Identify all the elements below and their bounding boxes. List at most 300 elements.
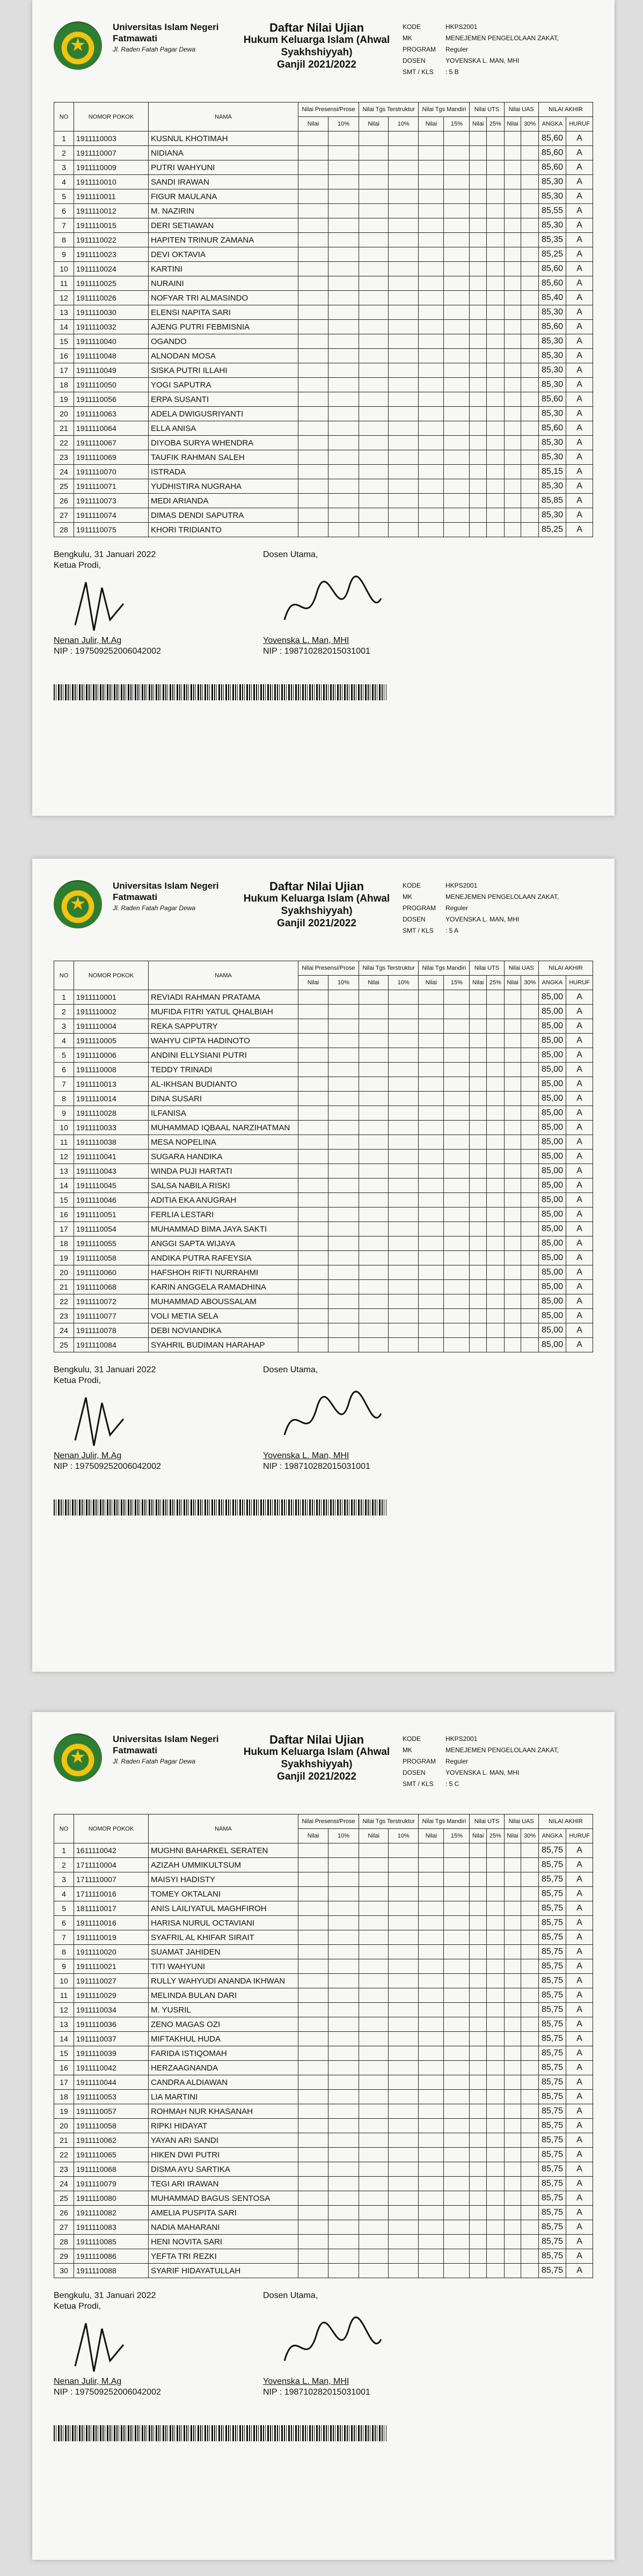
meta-row [403, 55, 559, 67]
cell-huruf: A [566, 1901, 593, 1916]
cell-component-score [419, 247, 444, 262]
table-row [54, 494, 593, 508]
cell-nama: SANDI IRAWAN [149, 175, 298, 189]
cell-component-score [359, 1988, 389, 2003]
cell-component-score [359, 218, 389, 233]
cell-component-score [521, 494, 538, 508]
cell-component-score [470, 1106, 487, 1121]
cell-component-score [444, 2148, 470, 2162]
cell-component-score [487, 508, 504, 523]
cell-component-score [521, 1251, 538, 1265]
cell-component-score [419, 1179, 444, 1193]
cell-component-score [359, 436, 389, 450]
cell-component-score [487, 2017, 504, 2032]
cell-component-score [298, 1222, 328, 1236]
sub-percent: 15% [444, 117, 470, 131]
cell-component-score [359, 1208, 389, 1222]
cell-component-score [444, 2220, 470, 2235]
cell-component-score [389, 465, 419, 479]
cell-component-score [487, 2206, 504, 2220]
cell-huruf: A [566, 378, 593, 392]
cell-component-score [389, 1872, 419, 1887]
cell-component-score [359, 305, 389, 320]
cell-component-score [328, 175, 359, 189]
cell-component-score [419, 2017, 444, 2032]
cell-nim: 1911110032 [74, 320, 149, 334]
cell-angka: 85,75 [538, 2264, 566, 2278]
table-row [54, 436, 593, 450]
university-address: Jl. Raden Fatah Pagar Dewa [113, 904, 196, 912]
cell-component-score [389, 1005, 419, 1019]
cell-nama: HERZAAGNANDA [149, 2061, 298, 2075]
cell-no: 13 [54, 305, 74, 320]
cell-component-score [298, 523, 328, 537]
cell-angka: 85,00 [538, 1294, 566, 1309]
cell-no: 21 [54, 421, 74, 436]
cell-nim: 1911110001 [74, 990, 149, 1005]
cell-nim: 1911110051 [74, 1208, 149, 1222]
cell-no: 18 [54, 2090, 74, 2104]
cell-angka: 85,75 [538, 1901, 566, 1916]
cell-component-score [328, 2119, 359, 2133]
cell-component-score [328, 378, 359, 392]
cell-component-score [419, 218, 444, 233]
cell-component-score [444, 2235, 470, 2249]
cell-no: 1 [54, 990, 74, 1005]
cell-angka: 85,00 [538, 1280, 566, 1294]
cell-component-score [470, 1077, 487, 1092]
cell-component-score [298, 1251, 328, 1265]
cell-component-score [359, 1338, 389, 1352]
cell-component-score [419, 1338, 444, 1352]
cell-component-score [444, 392, 470, 407]
cell-angka: 85,60 [538, 421, 566, 436]
cell-no: 12 [54, 2003, 74, 2017]
cell-component-score [521, 1887, 538, 1901]
cell-component-score [419, 1309, 444, 1323]
cell-component-score [389, 1193, 419, 1208]
cell-component-score [487, 175, 504, 189]
meta-row [403, 903, 559, 914]
cell-nim: 1911110056 [74, 392, 149, 407]
cell-nama: KARTINI [149, 262, 298, 276]
table-row [54, 450, 593, 465]
meta-key: SMT / KLS [403, 68, 434, 76]
cell-component-score [359, 1974, 389, 1988]
cell-component-score [470, 2162, 487, 2177]
cell-component-score [470, 218, 487, 233]
cell-component-score [298, 189, 328, 204]
cell-component-score [419, 2032, 444, 2046]
cell-component-score [298, 407, 328, 421]
cell-component-score [298, 291, 328, 305]
cell-component-score [470, 1294, 487, 1309]
cell-component-score [444, 320, 470, 334]
cell-component-score [444, 1265, 470, 1280]
cell-component-score [298, 1974, 328, 1988]
table-row [54, 189, 593, 204]
grade-sheet-5b [32, 0, 615, 816]
cell-huruf: A [566, 175, 593, 189]
cell-component-score [487, 436, 504, 450]
cell-component-score [328, 2220, 359, 2235]
star-icon: ★ [69, 1747, 86, 1767]
cell-component-score [470, 175, 487, 189]
col-akhir: NILAI AKHIR [538, 1814, 593, 1829]
cell-component-score [470, 1265, 487, 1280]
cell-component-score [470, 523, 487, 537]
cell-component-score [419, 1150, 444, 1164]
document-title [231, 21, 403, 71]
cell-component-score [470, 1916, 487, 1930]
cell-component-score [359, 320, 389, 334]
cell-component-score [389, 1251, 419, 1265]
cell-angka: 85,75 [538, 2032, 566, 2046]
cell-component-score [504, 276, 521, 291]
cell-component-score [444, 2090, 470, 2104]
table-row [54, 421, 593, 436]
sub-nilai: Nilai [470, 1829, 487, 1843]
cell-component-score [521, 2046, 538, 2061]
cell-component-score [328, 1019, 359, 1034]
cell-nim: 1911110080 [74, 2191, 149, 2206]
cell-component-score [419, 436, 444, 450]
cell-component-score [389, 2177, 419, 2191]
table-row [54, 465, 593, 479]
col-presensi: Nilai Presensi/Prose [298, 103, 359, 117]
cell-component-score [328, 262, 359, 276]
title-line-3: Ganjil 2021/2022 [277, 918, 356, 929]
sub-nilai: Nilai [419, 1829, 444, 1843]
course-meta [403, 880, 559, 936]
header-row [54, 1814, 593, 1829]
cell-component-score [444, 189, 470, 204]
cell-component-score [470, 291, 487, 305]
cell-component-score [504, 479, 521, 494]
cell-component-score [298, 1092, 328, 1106]
cell-nama: HARISA NURUL OCTAVIANI [149, 1916, 298, 1930]
cell-component-score [470, 349, 487, 363]
cell-component-score [487, 1858, 504, 1872]
cell-component-score [389, 131, 419, 146]
cell-huruf: A [566, 990, 593, 1005]
cell-component-score [419, 392, 444, 407]
cell-huruf: A [566, 1077, 593, 1092]
dosen-name: Yovenska L. Man, MHI [263, 636, 349, 645]
cell-nim: 1911110038 [74, 1135, 149, 1150]
col-nim: NOMOR POKOK [74, 961, 149, 990]
cell-component-score [298, 1048, 328, 1063]
cell-nama: TAUFIK RAHMAN SALEH [149, 450, 298, 465]
cell-angka: 85,30 [538, 334, 566, 349]
cell-nim: 1911110063 [74, 407, 149, 421]
cell-nim: 1911110085 [74, 2235, 149, 2249]
meta-value: Reguler [445, 46, 469, 53]
table-row [54, 320, 593, 334]
table-row [54, 1106, 593, 1121]
cell-nim: 1611110042 [74, 1843, 149, 1858]
cell-component-score [389, 421, 419, 436]
cell-component-score [521, 1323, 538, 1338]
cell-nim: 1911110009 [74, 160, 149, 175]
cell-no: 7 [54, 1077, 74, 1092]
cell-no: 12 [54, 291, 74, 305]
cell-nim: 1911110026 [74, 291, 149, 305]
cell-component-score [504, 2235, 521, 2249]
cell-component-score [444, 233, 470, 247]
dosen-nip: NIP : 198710282015031001 [263, 647, 370, 656]
table-row [54, 407, 593, 421]
cell-component-score [444, 1309, 470, 1323]
cell-component-score [470, 2264, 487, 2278]
cell-component-score [389, 1988, 419, 2003]
cell-component-score [389, 1092, 419, 1106]
cell-nim: 1911110055 [74, 1236, 149, 1251]
table-row [54, 1843, 593, 1858]
dosen-nip: NIP : 198710282015031001 [263, 1462, 370, 1471]
cell-component-score [328, 363, 359, 378]
sub-nilai: Nilai [298, 976, 328, 990]
cell-component-score [504, 2119, 521, 2133]
cell-nama: DIMAS DENDI SAPUTRA [149, 508, 298, 523]
university-address: Jl. Raden Fatah Pagar Dewa [113, 1758, 196, 1765]
cell-component-score [359, 1048, 389, 1063]
cell-component-score [470, 131, 487, 146]
cell-angka: 85,75 [538, 2061, 566, 2075]
cell-nim: 1911110027 [74, 1974, 149, 1988]
cell-huruf: A [566, 1193, 593, 1208]
cell-component-score [521, 1063, 538, 1077]
cell-component-score [328, 204, 359, 218]
cell-nim: 1911110054 [74, 1222, 149, 1236]
cell-component-score [298, 1945, 328, 1959]
cell-component-score [298, 508, 328, 523]
cell-component-score [389, 291, 419, 305]
table-row [54, 1179, 593, 1193]
cell-angka: 85,30 [538, 218, 566, 233]
cell-component-score [504, 1309, 521, 1323]
cell-component-score [359, 2264, 389, 2278]
cell-angka: 85,25 [538, 247, 566, 262]
cell-nim: 1911110078 [74, 1323, 149, 1338]
cell-component-score [328, 523, 359, 537]
meta-row [403, 1733, 559, 1745]
title-line-3: Ganjil 2021/2022 [277, 59, 356, 70]
document-title [231, 880, 403, 930]
cell-nim: 1911110075 [74, 523, 149, 537]
cell-nim: 1911110064 [74, 421, 149, 436]
cell-huruf: A [566, 1959, 593, 1974]
cell-component-score [359, 2177, 389, 2191]
cell-component-score [359, 1092, 389, 1106]
grades-table [54, 1814, 593, 2278]
cell-component-score [470, 1988, 487, 2003]
sub-huruf: HURUF [566, 117, 593, 131]
cell-nama: FIGUR MAULANA [149, 189, 298, 204]
cell-angka: 85,15 [538, 465, 566, 479]
cell-component-score [419, 2003, 444, 2017]
cell-component-score [419, 131, 444, 146]
cell-nim: 1911110040 [74, 334, 149, 349]
cell-component-score [444, 349, 470, 363]
cell-component-score [470, 2061, 487, 2075]
cell-no: 7 [54, 218, 74, 233]
barcode [54, 684, 386, 700]
cell-angka: 85,00 [538, 1121, 566, 1135]
cell-component-score [521, 523, 538, 537]
sub-nilai: Nilai [470, 976, 487, 990]
cell-component-score [328, 2017, 359, 2032]
cell-component-score [298, 450, 328, 465]
cell-component-score [470, 363, 487, 378]
cell-component-score [444, 465, 470, 479]
cell-huruf: A [566, 1974, 593, 1988]
cell-component-score [389, 1034, 419, 1048]
cell-component-score [389, 2191, 419, 2206]
cell-component-score [487, 1338, 504, 1352]
cell-nama: KUSNUL KHOTIMAH [149, 131, 298, 146]
cell-component-score [328, 1887, 359, 1901]
cell-nim: 1911110045 [74, 1179, 149, 1193]
cell-component-score [359, 2206, 389, 2220]
meta-value: : 5 A [445, 927, 459, 934]
cell-component-score [521, 1106, 538, 1121]
cell-component-score [470, 2235, 487, 2249]
cell-component-score [504, 1164, 521, 1179]
cell-component-score [328, 334, 359, 349]
cell-huruf: A [566, 479, 593, 494]
cell-component-score [444, 218, 470, 233]
col-tugas: Nilai Tgs Terstruktur [359, 103, 419, 117]
cell-component-score [359, 1063, 389, 1077]
cell-component-score [504, 1005, 521, 1019]
cell-nama: DEVI OKTAVIA [149, 247, 298, 262]
cell-component-score [521, 392, 538, 407]
cell-nama: ANGGI SAPTA WIJAYA [149, 1236, 298, 1251]
cell-component-score [389, 1887, 419, 1901]
cell-component-score [328, 450, 359, 465]
cell-component-score [419, 334, 444, 349]
cell-angka: 85,75 [538, 2104, 566, 2119]
cell-nama: MUHAMMAD BAGUS SENTOSA [149, 2191, 298, 2206]
col-nama: NAMA [149, 103, 298, 131]
cell-component-score [298, 1294, 328, 1309]
cell-component-score [521, 1236, 538, 1251]
dosen-label: Dosen Utama, [263, 550, 318, 559]
cell-nim: 1911110010 [74, 175, 149, 189]
cell-component-score [328, 1208, 359, 1222]
cell-no: 4 [54, 175, 74, 189]
cell-component-score [298, 2235, 328, 2249]
cell-component-score [328, 1179, 359, 1193]
cell-component-score [444, 2119, 470, 2133]
cell-component-score [359, 1309, 389, 1323]
cell-huruf: A [566, 146, 593, 160]
cell-component-score [504, 2162, 521, 2177]
sub-huruf: HURUF [566, 976, 593, 990]
cell-no: 25 [54, 1338, 74, 1352]
cell-component-score [359, 2003, 389, 2017]
cell-component-score [419, 1048, 444, 1063]
cell-component-score [444, 1974, 470, 1988]
cell-no: 20 [54, 2119, 74, 2133]
meta-value: YOVENSKA L. MAN, MHI [445, 57, 520, 64]
sub-nilai: Nilai [419, 117, 444, 131]
cell-component-score [298, 146, 328, 160]
cell-no: 10 [54, 262, 74, 276]
cell-component-score [298, 1179, 328, 1193]
cell-angka: 85,75 [538, 2148, 566, 2162]
cell-component-score [504, 1872, 521, 1887]
cell-component-score [470, 146, 487, 160]
cell-nim: 1911110016 [74, 1916, 149, 1930]
cell-component-score [470, 1843, 487, 1858]
cell-huruf: A [566, 1988, 593, 2003]
meta-key: SMT / KLS [403, 1780, 434, 1788]
cell-nama: NOFYAR TRI ALMASINDO [149, 291, 298, 305]
cell-component-score [521, 2148, 538, 2162]
cell-component-score [470, 2075, 487, 2090]
cell-component-score [298, 349, 328, 363]
col-mandiri: Nilai Tgs Mandiri [419, 103, 470, 117]
cell-huruf: A [566, 233, 593, 247]
cell-component-score [521, 2162, 538, 2177]
sub-percent: 10% [389, 976, 419, 990]
cell-component-score [419, 1872, 444, 1887]
cell-component-score [504, 1959, 521, 1974]
cell-nim: 1911110065 [74, 2148, 149, 2162]
cell-component-score [419, 1974, 444, 1988]
cell-component-score [328, 1858, 359, 1872]
cell-component-score [328, 1338, 359, 1352]
cell-component-score [521, 334, 538, 349]
cell-nim: 1911110008 [74, 1063, 149, 1077]
meta-value: HKPS2001 [445, 882, 478, 889]
title-line-1: Daftar Nilai Ujian [269, 880, 364, 893]
cell-component-score [487, 2104, 504, 2119]
cell-component-score [328, 1294, 359, 1309]
cell-component-score [444, 2264, 470, 2278]
cell-huruf: A [566, 1916, 593, 1930]
cell-component-score [504, 2003, 521, 2017]
cell-component-score [470, 1092, 487, 1106]
cell-component-score [359, 131, 389, 146]
cell-component-score [389, 189, 419, 204]
cell-component-score [328, 2032, 359, 2046]
cell-angka: 85,35 [538, 233, 566, 247]
cell-nama: SALSA NABILA RISKI [149, 1179, 298, 1193]
cell-component-score [389, 1048, 419, 1063]
cell-component-score [298, 218, 328, 233]
cell-component-score [298, 392, 328, 407]
col-no: NO [54, 1814, 74, 1843]
cell-component-score [419, 1959, 444, 1974]
cell-component-score [298, 305, 328, 320]
cell-component-score [359, 1034, 389, 1048]
cell-component-score [389, 2119, 419, 2133]
cell-no: 22 [54, 436, 74, 450]
cell-component-score [328, 1945, 359, 1959]
cell-component-score [419, 276, 444, 291]
cell-component-score [419, 2148, 444, 2162]
cell-component-score [470, 1338, 487, 1352]
cell-component-score [470, 1179, 487, 1193]
cell-nim: 1911110067 [74, 436, 149, 450]
place-date: Bengkulu, 31 Januari 2022 [54, 1365, 156, 1374]
cell-nama: SUAMAT JAHIDEN [149, 1945, 298, 1959]
cell-angka: 85,30 [538, 363, 566, 378]
cell-nim: 1911110073 [74, 494, 149, 508]
